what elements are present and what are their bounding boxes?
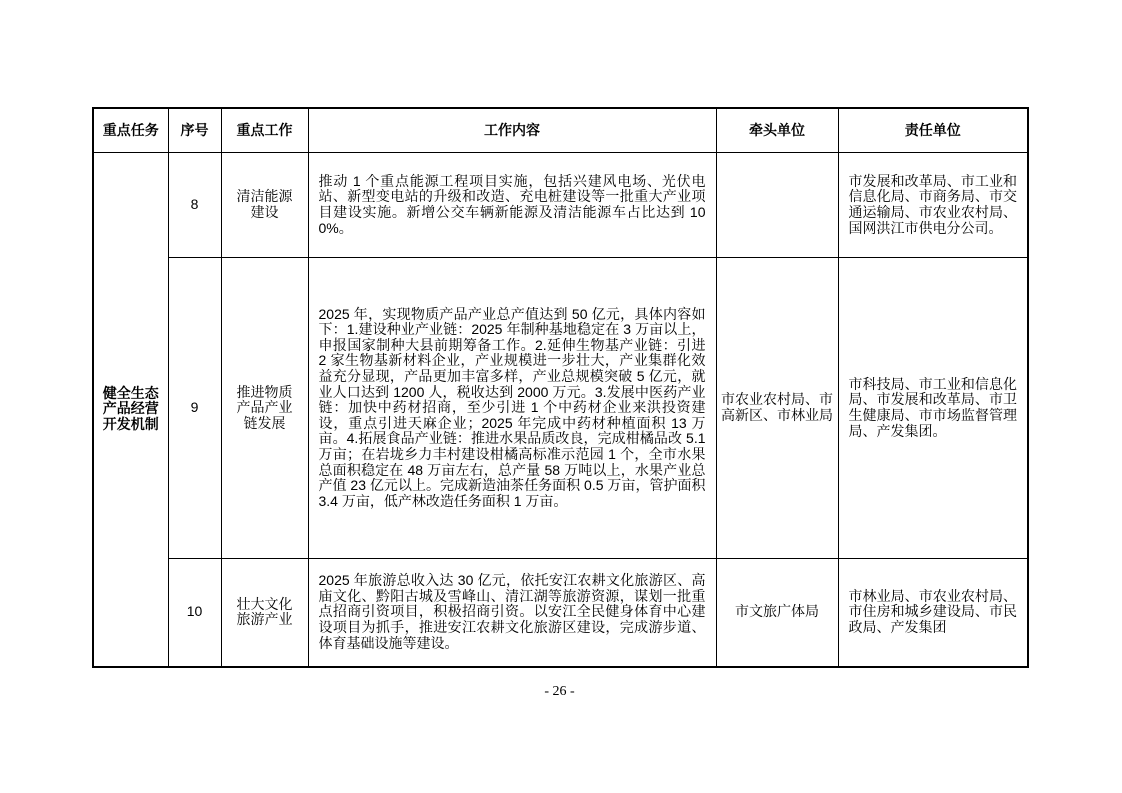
header-responsible-unit: 责任单位 (838, 108, 1028, 153)
serial-number-cell: 8 (168, 153, 221, 258)
page-number: - 26 - (544, 684, 575, 699)
table-row (93, 559, 1028, 667)
responsible-unit-cell: 市发展和改革局、市工业和信息化局、市商务局、市交通运输局、市农业农村局、国网洪江市供电分公司。 (838, 153, 1028, 258)
responsible-unit-cell: 市林业局、市农业农村局、市住房和城乡建设局、市民政局、产发集团 (838, 559, 1028, 667)
task-group-cell: 健全生态产品经营开发机制 (93, 153, 168, 667)
serial-number-cell: 10 (168, 559, 221, 667)
header-key-work: 重点工作 (221, 108, 308, 153)
lead-unit-cell: 市农业农村局、市高新区、市林业局 (716, 258, 838, 559)
work-content-cell: 推动 1 个重点能源工程项目实施，包括兴建风电场、光伏电站、新型变电站的升级和改造、充电桩建设等一批重大产业项目建设实施。新增公交车辆新能源及清洁能源车占比达到 100%。 (308, 153, 716, 258)
table-row (93, 153, 1028, 258)
header-lead-unit: 牵头单位 (716, 108, 838, 153)
table-row (93, 258, 1028, 559)
key-work-cell: 壮大文化旅游产业 (221, 559, 308, 667)
table-header-row (93, 108, 1028, 153)
work-content-cell: 2025 年旅游总收入达 30 亿元，依托安江农耕文化旅游区、高庙文化、黔阳古城及雪峰山、清江湖等旅游资源，谋划一批重点招商引资项目，积极招商引资。以安江全民健身体育中心建设项目为抓手，推进安江农耕文化旅游区建设，完成游步道、体育基础设施等建设。 (308, 559, 716, 667)
lead-unit-cell (716, 153, 838, 258)
work-plan-table (92, 107, 1029, 668)
serial-number-cell: 9 (168, 258, 221, 559)
key-work-cell: 清洁能源建设 (221, 153, 308, 258)
key-work-cell: 推进物质产品产业链发展 (221, 258, 308, 559)
responsible-unit-cell: 市科技局、市工业和信息化局、市发展和改革局、市卫生健康局、市市场监督管理局、产发集团。 (838, 258, 1028, 559)
lead-unit-cell: 市文旅广体局 (716, 559, 838, 667)
header-work-content: 工作内容 (308, 108, 716, 153)
header-serial-number: 序号 (168, 108, 221, 153)
work-content-cell: 2025 年，实现物质产品产业总产值达到 50 亿元，具体内容如下：1.建设种业产业链：2025 年制种基地稳定在 3 万亩以上，申报国家制种大县前期筹备工作。2.延伸生物基产业链：引进 2 家生物基新材料企业，产业规模进一步壮大，产业集群化效益充分显现，产品更加丰富多样，产业总规模突破 5 亿元，就业人口达到 1200 人，税收达到 2000 万元。3.发展中医药产业链：加快中药材招商，至少引进 1 个中药材企业来洪投资建设，重点引进天麻企业；2025 年完成中药材种植面积 13 万亩。4.拓展食品产业链：推进水果品质改良，完成柑橘品改 5.1 万亩；在岩垅乡力丰村建设柑橘高标准示范园 1 个，全市水果总面积稳定在 48 万亩左右，总产量 58 万吨以上，水果产业总产值 23 亿元以上。完成新造油茶任务面积 0.5 万亩，管护面积 3.4 万亩，低产林改造任务面积 1 万亩。 (308, 258, 716, 559)
header-key-task: 重点任务 (93, 108, 168, 153)
